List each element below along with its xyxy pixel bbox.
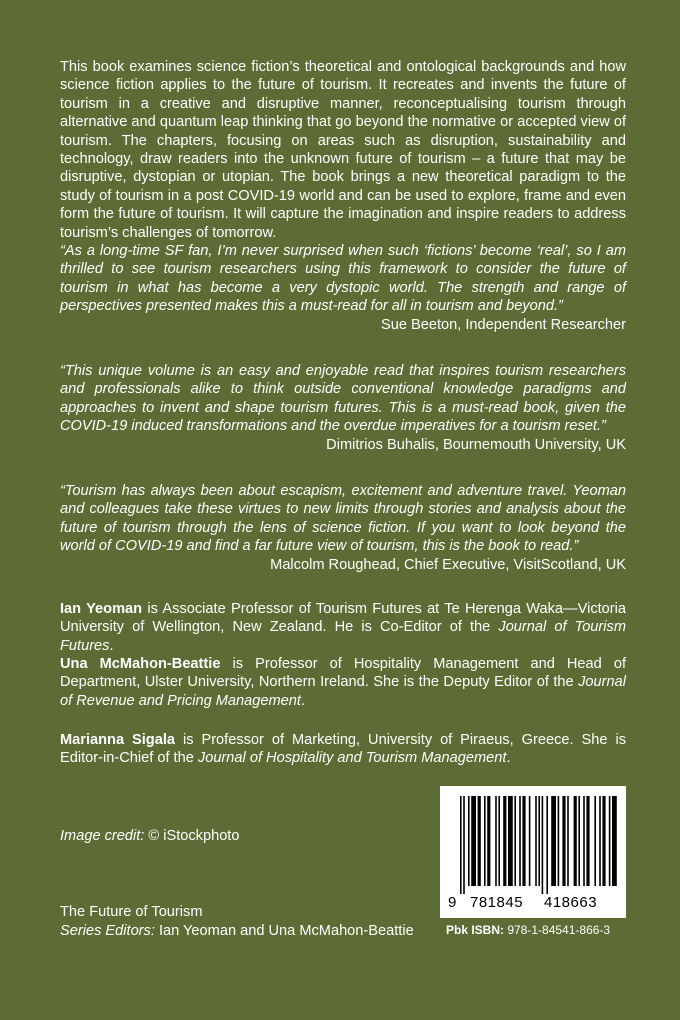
barcode-bar xyxy=(583,796,585,886)
barcode-bar xyxy=(460,796,462,894)
journal-title: Journal of Revenue and Pricing Management xyxy=(60,674,626,709)
barcode-bar xyxy=(498,796,500,886)
review-quote xyxy=(60,482,626,574)
barcode-bar xyxy=(609,796,611,886)
quote-attribution: Malcolm Roughead, Chief Executive, VisitScotland, UK xyxy=(270,556,626,573)
image-credit-value: © iStockphoto xyxy=(144,828,240,844)
editor-name: Ian Yeoman xyxy=(60,601,143,617)
journal-title: Journal of Hospitality and Tourism Management xyxy=(197,750,507,767)
barcode-bar xyxy=(599,796,601,886)
barcode-bar xyxy=(542,796,544,894)
series-info xyxy=(60,903,414,941)
editor-name: Una McMahon-Beattie xyxy=(60,656,221,672)
barcode-bar xyxy=(519,796,521,886)
series-title: The Future of Tourism xyxy=(60,904,203,920)
barcode-bar xyxy=(522,796,525,886)
quote-text: “Tourism has always been about escapism, excitement and adventure travel. Yeoman and colleagues take these virtues to new limits through stories and analysis about the future of tourism through the lens of science fiction. If you want to look beyond the world of COVID-19 and find a far future view of tourism, this is the book to read.” xyxy=(60,483,626,555)
book-description: This book examines science fiction’s theoretical and ontological backgrounds and how science fiction applies to the future of tourism. It recreates and invents the future of tourism in a creative and disruptive manner, reconceptualising tourism through alternative and quantum leap thinking that go beyond the normative or accepted view of tourism. The chapters, focusing on areas such as disruption, sustainability and technology, draw readers into the unknown future of tourism – a future that may be disruptive, dystopian or utopian. The book brings a new theoretical paradigm to the study of tourism in a post COVID-19 world and can be used to explore, frame and even form the future of tourism. It will capture the imagination and inspire readers to address tourism’s challenges of tomorrow. xyxy=(60,59,626,241)
isbn xyxy=(446,923,610,937)
barcode-bar xyxy=(463,796,465,894)
barcode-bar xyxy=(578,796,580,886)
barcode-bar xyxy=(558,796,560,886)
barcode-digit-group-right: 418663 xyxy=(544,894,598,911)
series-editors xyxy=(60,922,414,941)
barcode-bar xyxy=(594,796,596,886)
image-credit-label: Image credit: xyxy=(60,828,145,844)
bio-end: . xyxy=(506,750,511,767)
barcode-bar xyxy=(574,796,577,886)
barcode-bar xyxy=(503,796,506,886)
barcode-bar xyxy=(612,796,617,886)
series-editors-label: Series Editors: xyxy=(60,923,155,939)
barcode-bar xyxy=(586,796,589,886)
barcode-bar xyxy=(508,796,513,886)
barcode-bar xyxy=(487,796,490,886)
barcode-bar xyxy=(535,796,537,886)
barcode-bar xyxy=(562,796,565,886)
editor-bio xyxy=(60,600,626,655)
quote-attribution: Sue Beeton, Independent Researcher xyxy=(380,316,626,333)
bio-end: . xyxy=(109,637,114,654)
barcode-digit-prefix: 9 xyxy=(448,894,457,911)
quote-text: “This unique volume is an easy and enjoyable read that inspires tourism researchers and professionals alike to think outside conventional knowledge paradigms and approaches to invent and shape tourism futures. This is a must-read book, given the COVID-19 induced transformations and the overdue imperatives for a tourism reset.” xyxy=(60,363,626,435)
bio-text: is Professor of Hospitality Management and Head of Department, Ulster University, Northern Ireland. She is the Deputy Editor of the xyxy=(60,656,627,691)
review-quote xyxy=(60,362,626,454)
barcode-bars xyxy=(440,786,626,896)
barcode-bar xyxy=(567,796,569,886)
barcode-bar xyxy=(551,796,556,886)
bio-end: . xyxy=(300,692,306,709)
series-editors-names: Ian Yeoman and Una McMahon-Beattie xyxy=(154,923,414,939)
barcode-bar xyxy=(514,796,516,886)
quote-text: “As a long-time SF fan, I’m never surprised when such ‘fictions’ become ‘real’, so I am thrilled to see tourism researchers using this framework to consider the future of tourism in what has become a very dystopic world. The strength and range of perspectives presented makes this a must-read for all in tourism and beyond.” xyxy=(60,243,626,315)
barcode-bar xyxy=(602,796,605,886)
review-quote xyxy=(60,242,626,334)
barcode-bar xyxy=(495,796,497,886)
editor-bio xyxy=(60,655,626,710)
bio-text: is Associate Professor of Tourism Futures at Te Herenga Waka—Victoria University of Wellington, New Zealand. He is Co-Editor of the xyxy=(60,601,627,636)
isbn-label: Pbk ISBN: xyxy=(446,923,505,937)
editor-name: Marianna Sigala xyxy=(60,732,176,748)
barcode-bar xyxy=(468,796,470,886)
journal-title: Journal of Tourism Futures xyxy=(60,619,626,654)
barcode-bar xyxy=(484,796,486,886)
barcode-digit-group-left: 781845 xyxy=(470,894,524,911)
isbn-value: 978-1-84541-866-3 xyxy=(504,923,611,937)
barcode-bar xyxy=(538,796,540,886)
barcode xyxy=(440,786,626,918)
barcode-bar xyxy=(529,796,531,886)
barcode-bar xyxy=(471,796,476,886)
bio-text: is Professor of Marketing, University of Piraeus, Greece. She is Editor-in-Chief of the xyxy=(60,732,626,767)
barcode-bar xyxy=(478,796,481,886)
barcode-bar xyxy=(546,796,548,894)
image-credit xyxy=(60,828,239,844)
quote-attribution: Dimitrios Buhalis, Bournemouth University, UK xyxy=(326,436,626,453)
editor-bio xyxy=(60,731,626,768)
